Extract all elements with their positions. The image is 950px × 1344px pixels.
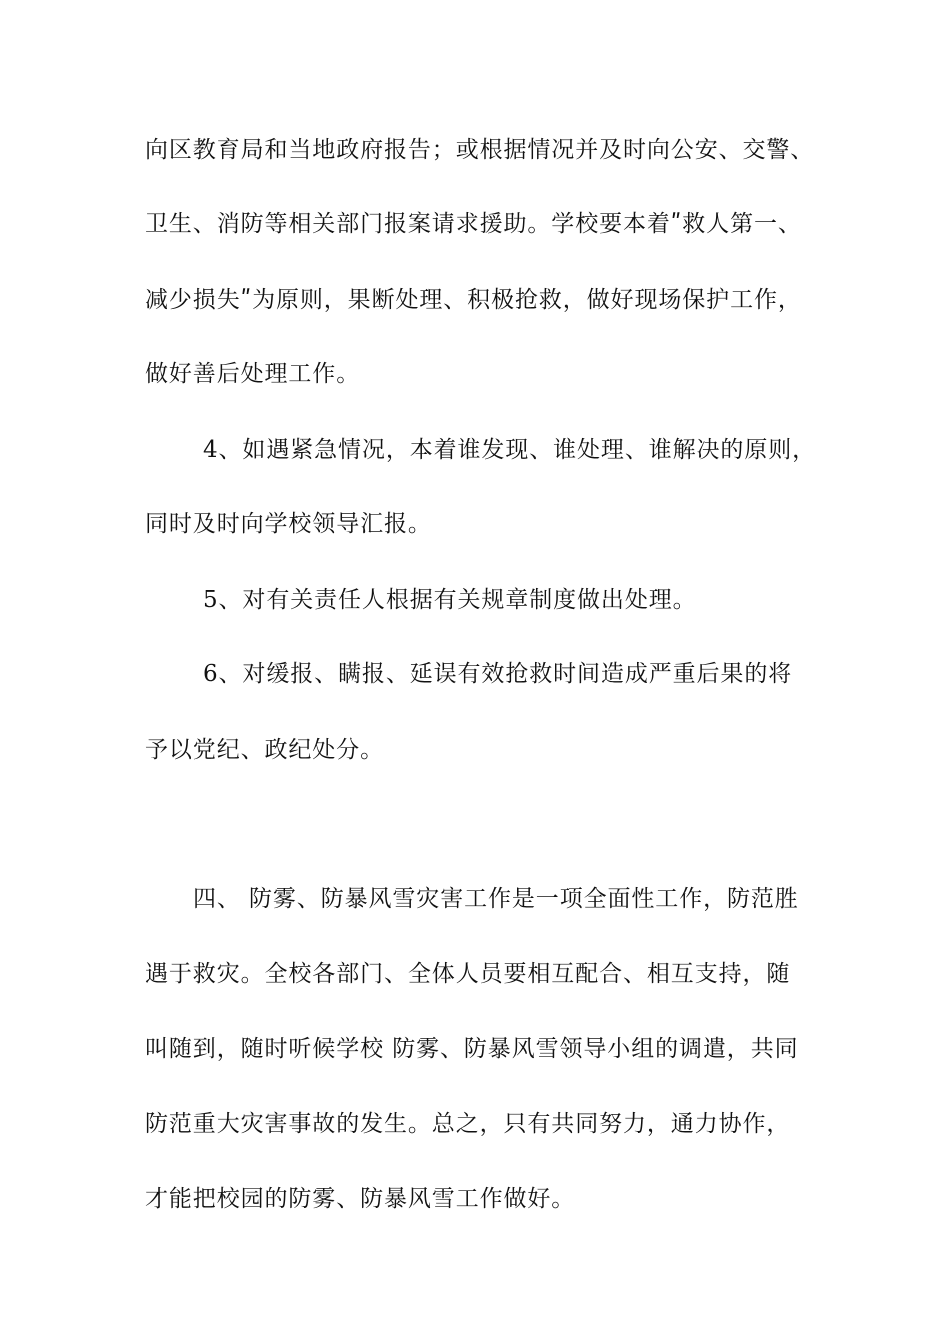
paragraph-line: 予以党纪、政纪处分。 bbox=[145, 737, 384, 763]
list-item-6: 6、对缓报、瞒报、延误有效抢救时间造成严重后果的将 bbox=[203, 661, 793, 687]
paragraph-line: 减少损失ʺ为原则，果断处理、积极抢救，做好现场保护工作， bbox=[145, 287, 802, 313]
paragraph-line: 遇于救灾。全校各部门、全体人员要相互配合、相互支持，随 bbox=[145, 961, 791, 987]
paragraph-line: 同时及时向学校领导汇报。 bbox=[145, 511, 432, 537]
list-item-4: 4、如遇紧急情况，本着谁发现、谁处理、谁解决的原则， bbox=[203, 437, 817, 463]
paragraph-line: 做好善后处理工作。 bbox=[145, 361, 361, 387]
list-item-5: 5、对有关责任人根据有关规章制度做出处理。 bbox=[203, 587, 697, 613]
paragraph-line: 向区教育局和当地政府报告；或根据情况并及时向公安、交警、 bbox=[145, 137, 815, 163]
paragraph-line: 卫生、消防等相关部门报案请求援助。学校要本着ʺ救人第一、 bbox=[145, 211, 802, 237]
paragraph-line: 叫随到，随时听候学校 防雾、防暴风雪领导小组的调遣，共同 bbox=[145, 1036, 799, 1062]
paragraph-line: 才能把校园的防雾、防暴风雪工作做好。 bbox=[145, 1186, 576, 1212]
section-four-heading-line: 四、 防雾、防暴风雪灾害工作是一项全面性工作，防范胜 bbox=[193, 886, 799, 912]
paragraph-line: 防范重大灾害事故的发生。总之，只有共同努力，通力协作， bbox=[145, 1111, 791, 1137]
